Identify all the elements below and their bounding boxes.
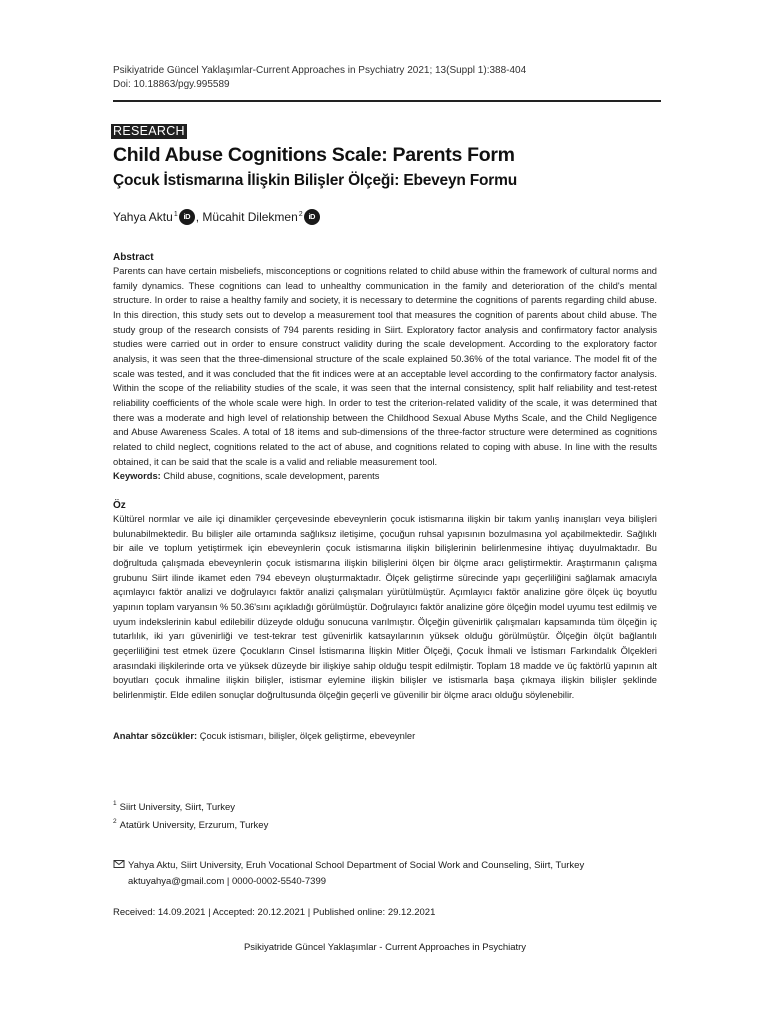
section-badge: RESEARCH [113,124,185,138]
keywords [113,469,657,484]
correspondence-line [113,858,584,874]
author-name: Yahya Aktu [113,210,173,224]
keywords-label: Keywords: [113,471,161,481]
mail-icon [113,859,125,869]
header-divider [113,100,661,102]
author-list [113,208,321,226]
affiliation-item [113,815,268,833]
correspondence-address: Yahya Aktu, Siirt University, Eruh Vocational School Department of Social Work and Counseling, Siirt, Turkey [128,860,585,871]
keywords-list: Child abuse, cognitions, scale development, parents [160,471,380,481]
orcid-icon[interactable]: iD [304,209,320,225]
affiliations [113,797,268,833]
publication-dates: Received: 14.09.2021 | Accepted: 20.12.2021 | Published online: 29.12.2021 [113,907,436,918]
abstract-text: Parents can have certain misbeliefs, misconceptions or cognitions related to child abuse within the framework of cultural norms and family dynamics. These cognitions can lead to unhealthy communication in the family and deterioration of the child's mental structure. In order to raise a healthy family and society, it is necessary to determine the cognitions of parents regarding child abuse. In this direction, this study sets out to develop a measurement tool that measures the cognition of parents about child abuse. The study group of the research consists of 794 parents residing in Siirt. Exploratory factor analysis and confirmatory factor analysis studies were carried out in order to ensure construct validity during the scale development. According to the exploratory factor analysis, it was seen that the three-dimensional structure of the scale explained 50.36% of the total variance. The model fit of the scale was tested, and it was concluded that the fit indices were at an acceptable level according to the confirmatory factor analysis. Within the scope of the reliability studies of the scale, it was seen that the internal consistency, split half reliability and test-retest reliability coefficients of the whole scale were high. In order to test the criterion-related validity of the scale, it was determined that there was a moderate and high level of relationship between the Childhood Sexual Abuse Myths Scale, and the Child Negligence and Abuse Awareness Scales. A total of 18 items and sub-dimensions of the three-factor structure were determined as cognitions related to child neglect, cognitions related to the act of abuse, and cognitions related to coping with abuse. In line with the results obtained, it can be said that the scale is a valid and reliable measurement tool. [113,266,657,467]
affiliation-number: 2 [113,818,117,826]
author-affiliation-number: 2 [298,211,303,218]
author-separator: , [195,210,203,224]
affiliation-item [113,797,268,815]
author-affiliation-number: 1 [173,211,178,218]
journal-citation: Psikiyatride Güncel Yaklaşımlar-Current Approaches in Psychiatry 2021; 13(Suppl 1):388-404 [113,65,527,76]
page-footer: Psikiyatride Güncel Yaklaşımlar - Current Approaches in Psychiatry [243,942,527,953]
doi[interactable]: Doi: 10.18863/pgy.995589 [113,79,230,90]
correspondence [113,858,584,890]
affiliation-number: 1 [113,800,117,807]
title-turkish: Çocuk İstismarına İlişkin Bilişler Ölçeği: Ebeveyn Formu [113,172,517,189]
orcid-icon[interactable]: iD [179,209,195,225]
affiliation-text: Atatürk University, Erzurum, Turkey [119,820,269,832]
anahtar-sozcukler-list: Çocuk istismarı, bilişler, ölçek geliştirme, ebeveynler [197,731,416,741]
title-english: Child Abuse Cognitions Scale: Parents Form [113,144,515,166]
oz-text: Kültürel normlar ve aile içi dinamikler çerçevesinde ebeveynlerin çocuk istismarına ilişkin bir takım yanlış inanışları veya bilişleri bulunabilmektedir. Bu bilişler aile ortamında sağlıksız iletişime, çocuğun ruhsal yapısının bozulmasına yol açabilmektedir. Sağlıklı bir aile ve toplum yetiştirmek için ebeveynlerin çocuk istismarına ilişkin bilişlerinin belirlenmesine ihtiyaç duyulmaktadır. Bu doğrultuda çalışmada ebeveynlerin çocuk istismarına ilişkin bilişlerini ölçen bir ölçme aracı geliştirmektir. Araştırmanın çalışma grubunu Siirt ilinde ikamet eden 794 ebeveyn oluşturmaktadır. Ölçek geliştirme sürecinde yapı geçerliliğini sağlamak amacıyla açımlayıcı faktör analizi ve doğrulayıcı faktör analizi çalışmaları yürütülmüştür. Açımlayıcı faktör analizine göre ölçek üç boyutlu yapının toplam varyansın % 50.36'sını açıkladığı görülmüştür. Doğrulayıcı faktör analizine göre ölçeğin model uyumu test edilmiş ve uyum indekslerinin kabul edilebilir düzeyde olduğu sonucuna varılmıştır. Ölçeğin güvenirlik çalışmaları kapsamında tüm ölçeğin iç tutarlılık, iki yarı güvenirliği ve test-tekrar test güvenirlik katsayılarının yüksek olduğu görülmüştür. Ölçeğin ölçüt bağlantılı geçerliliğini test etmek üzere Çocukların Cinsel İstismarına İlişkin Mitler Ölçeği, Çocuk İhmali ve İstismarı Farkındalık Ölçekleri arasındaki ilişkilerinde orta ve yüksek düzeyde bir ilişkiye sahip olduğu tespit edilmiştir. Toplam 18 madde ve üç faktörlü yapının alt boyutları çocuk ihmaline ilişkin bilişler, istismar eylemine ilişkin bilişler ve istismarla başa çıkmaya ilişkin bilişler şeklinde belirlenmiştir. Elde edilen sonuçlar doğrultusunda ölçeğin geçerli ve güvenilir bir ölçme aracı olduğu söylenebilir. [113,514,657,700]
affiliation-text: Siirt University, Siirt, Turkey [119,802,236,814]
oz-heading: Öz [113,500,126,511]
author-name: Mücahit Dilekmen [202,210,298,224]
anahtar-sozcukler [113,729,657,744]
correspondence-contact[interactable]: aktuyahya@gmail.com | 0000-0002-5540-7399 [128,876,327,887]
journal-header [113,64,633,92]
abstract-heading: Abstract [113,252,154,263]
anahtar-sozcukler-label: Anahtar sözcükler: [113,731,198,741]
